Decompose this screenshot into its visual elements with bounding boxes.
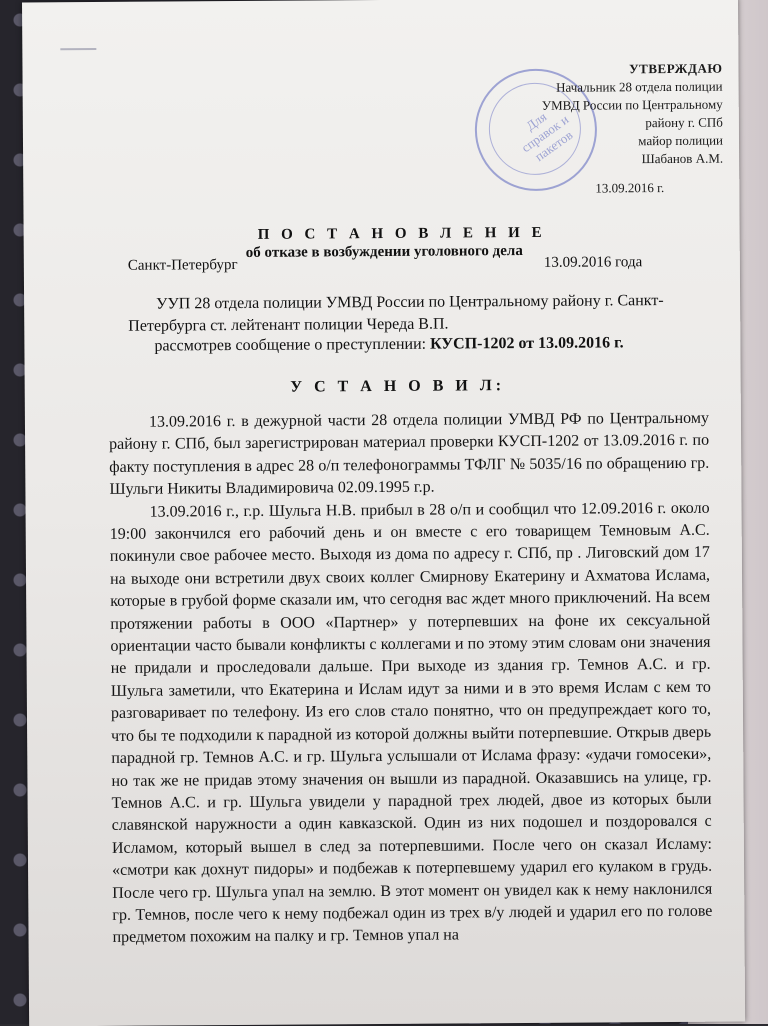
approval-line: Шабанов А.М.	[641, 150, 724, 167]
document-subtitle: об отказе в возбуждении уголовного дела	[245, 243, 523, 261]
approval-line: майор полиции	[638, 132, 724, 149]
pen-mark	[60, 48, 96, 50]
section-heading: У С Т А Н О В И Л:	[290, 377, 506, 396]
reviewed-line	[154, 334, 623, 355]
approval-heading: УТВЕРЖДАЮ	[629, 60, 723, 77]
document-page	[22, 0, 745, 1026]
approval-line: Начальник 28 отдела полиции	[556, 78, 723, 95]
officer-line: УУП 28 отдела полиции УМВД России по Центральному району г. Санкт-Петербурга ст. лейтенант полиции Череда В.П.	[128, 292, 664, 335]
approval-line: району г. СПб	[645, 114, 723, 131]
paragraph: 13.09.2016 г. в дежурной части 28 отдела полиции УМВД РФ по Центральному району г. СПб, был зарегистрирован материал проверки КУСП-1202 от 13.09.2016 г. по факту поступления в адрес 28 о/п телефонограммы ТФЛГ № 5035/16 по обращению гр. Шульги Никиты Владимировича 02.09.1995 г.р.	[109, 409, 710, 499]
stamp-text: Для справок и пакетов	[518, 108, 576, 165]
document-city: Санкт-Петербург	[127, 257, 238, 274]
reviewed-ref: КУСП-1202 от 13.09.2016 г.	[430, 334, 624, 353]
approval-line: УМВД России по Центральному	[541, 96, 723, 113]
paragraph: 13.09.2016 г., г.р. Шульга Н.В. прибыл в 28 о/п и сообщил что 12.09.2016 г. около 19:00 закончился его рабочий день и он вместе с его товарищем Темновым А.С. покинули свое рабочее место. Выходя из дома по адресу г. СПб, пр . Лиговский дом 17 на выходе они встретили двух своих коллег Смирнову Екатерину и Ахматова Ислама, которые в грубой форме сказали им, что сегодня вас ждет много приключений. На всем протяжении работы в ООО «Партнер» у потерпевших на фоне их сексуальной ориентации часто бывали конфликты с коллегами и по этому этим словам они значения не придали и проследовали дальше. При выходе из здания гр. Темнов А.С. и гр. Шульга заметили, что Екатерина и Ислам идут за ними и в это время Ислам с кем то разговаривает по телефону. Из его слов стало понятно, что он предупреждает кого то, что бы те подходили к парадной из которой должны выйти потерпевшие. Открыв дверь парадной гр. Темнов А.С. и гр. Шульга услышали от Ислама фразу: «удачи гомосеки», но так же не придав этому значения он вышли из парадной. Оказавшись на улице, гр. Темнов А.С. и гр. Шульга увидели у парадной трех людей, двое из которых были славянской наружности а один кавказской. Один из них подошел и поздоровался с Исламом, который вышел в след за потерпевшими. После чего он сказал Исламу: «смотри как дохнут пидоры» и подбежав к потерпевшему ударил его кулаком в грудь. После чего гр. Шульга упал на землю. В этот момент он увидел как к нему наклонился гр. Темнов, после чего к нему подбежал один из трех в/у людей и ударил его по голове предметом похожим на палку и гр. Темнов упал на	[109, 499, 713, 947]
approval-date: 13.09.2016 г.	[595, 180, 665, 196]
reviewed-prefix: рассмотрев сообщение о преступлении:	[154, 335, 431, 355]
body-text	[109, 408, 713, 950]
document-date: 13.09.2016 года	[543, 254, 643, 271]
document-title: П О С Т А Н О В Л Е Н И Е	[257, 224, 546, 243]
approval-block	[472, 60, 723, 170]
